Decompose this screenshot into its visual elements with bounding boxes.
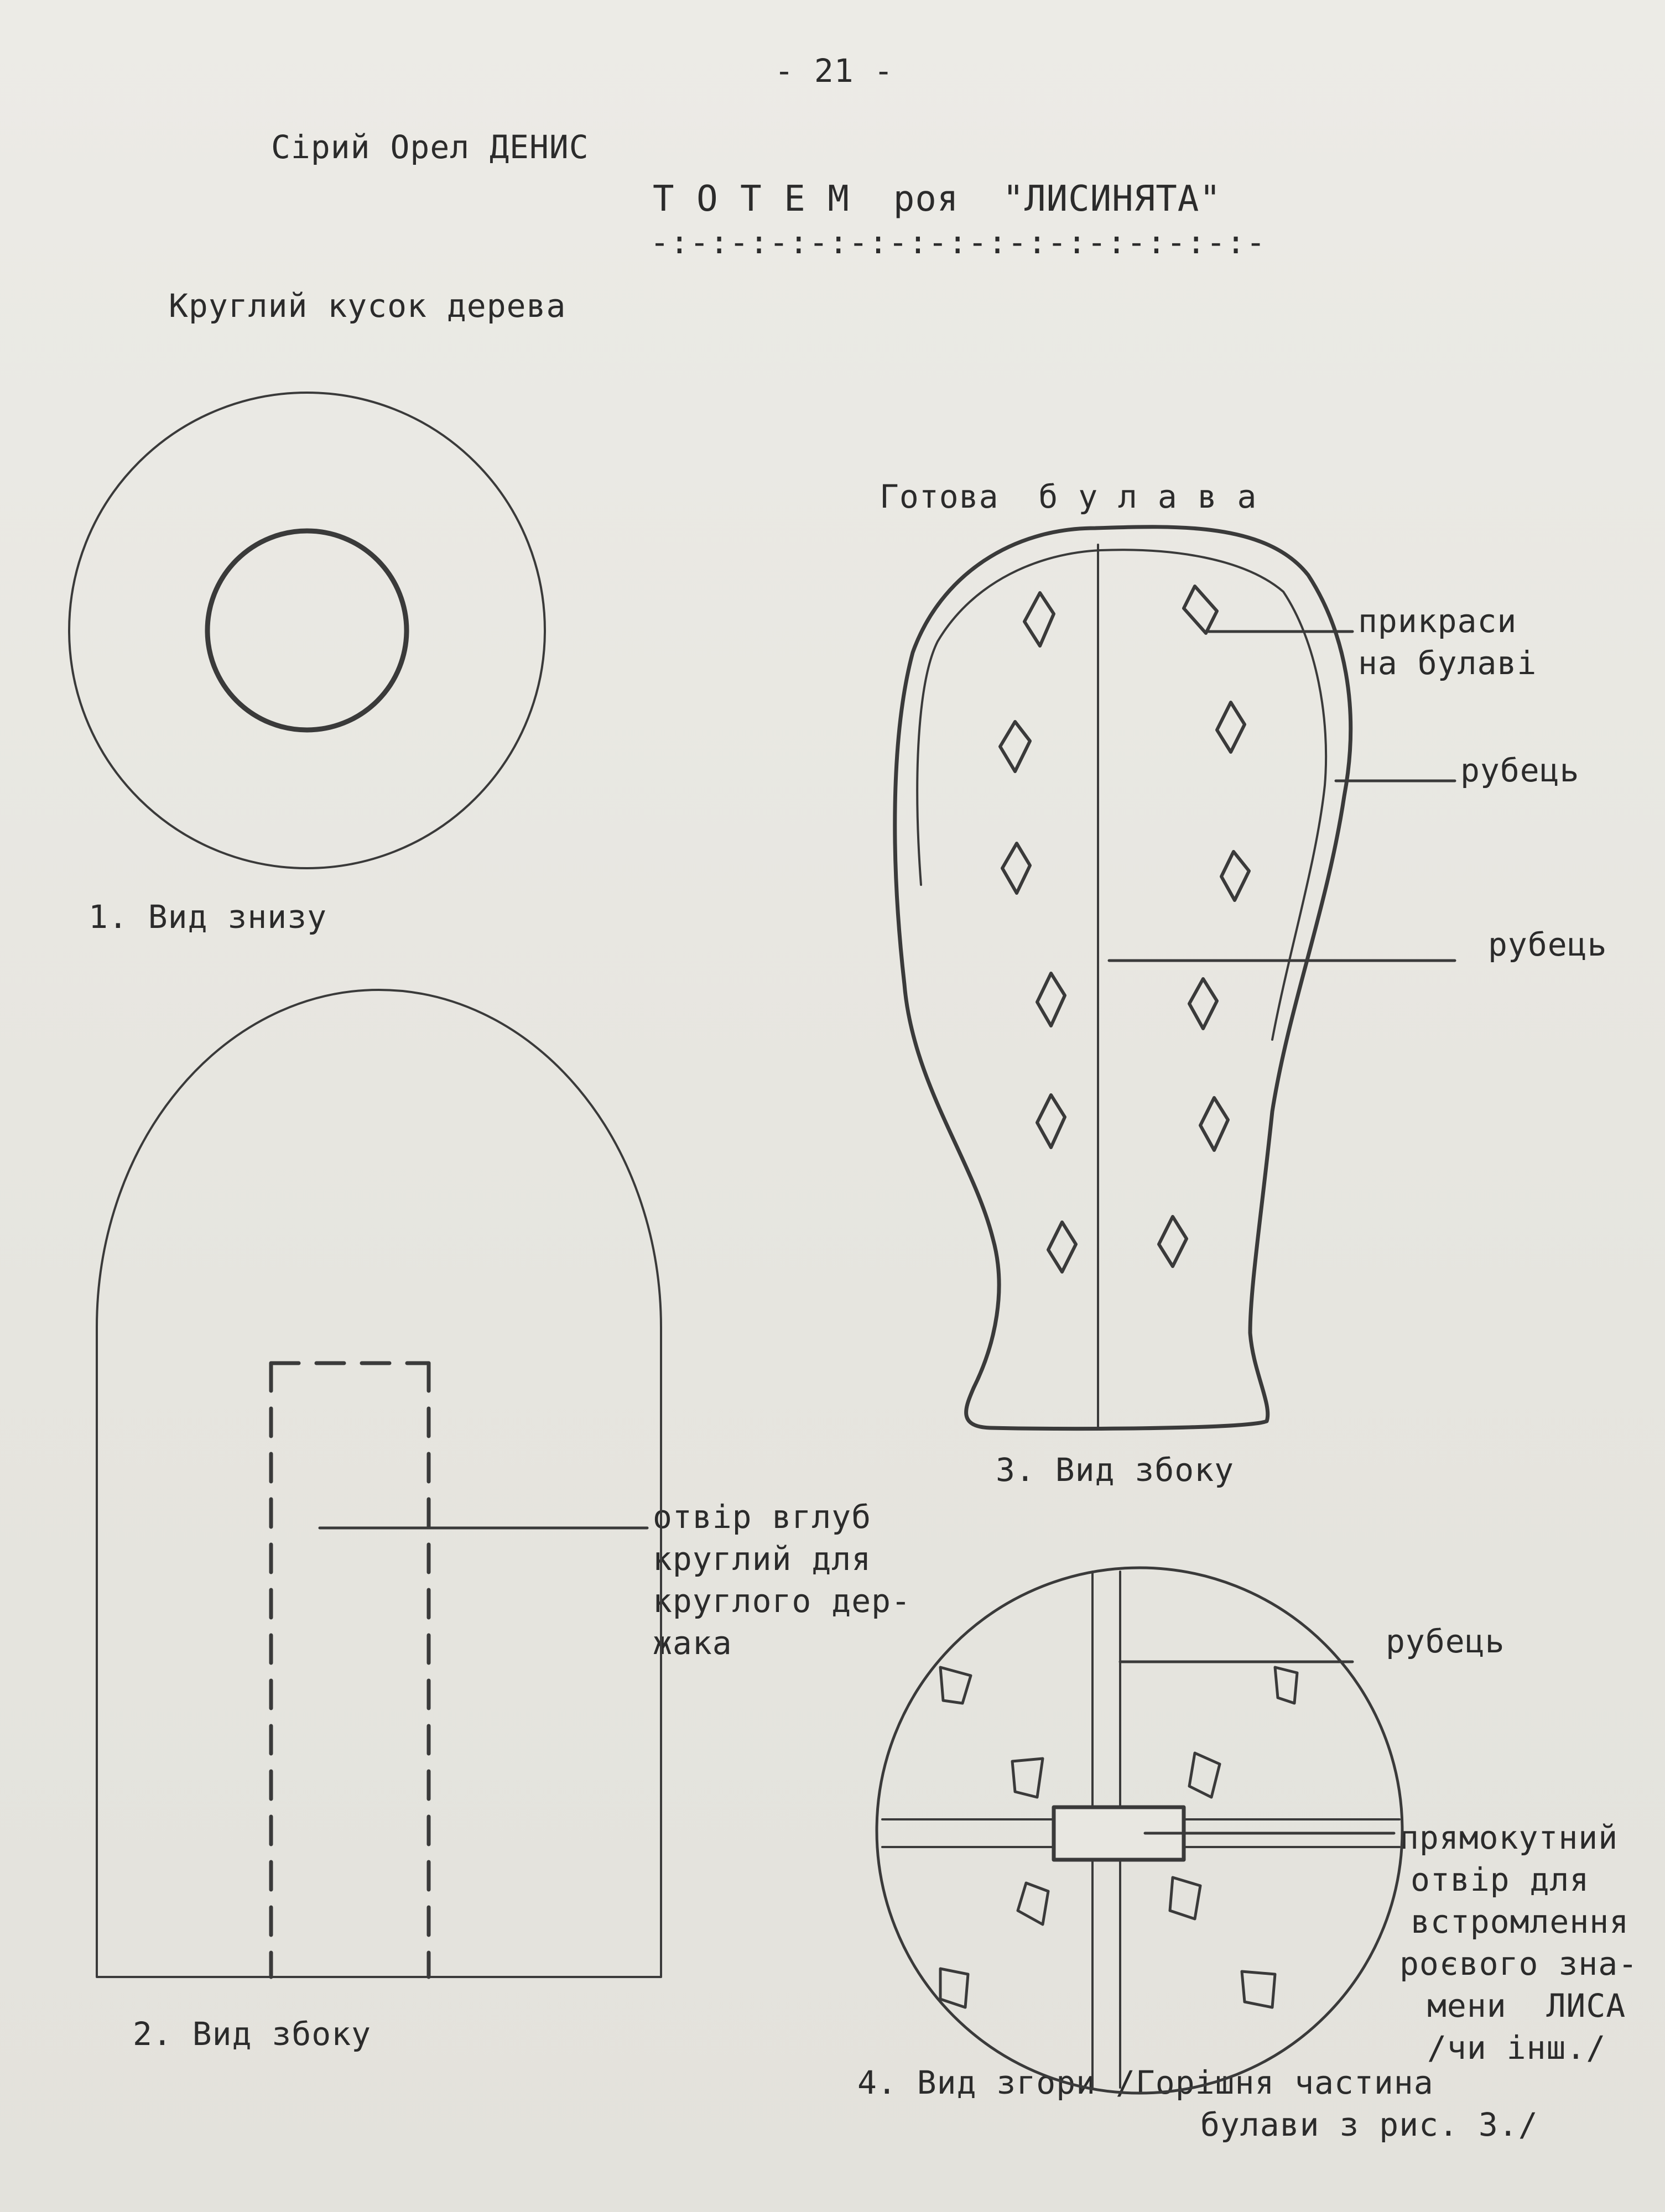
- hole-label-line: жака: [653, 1624, 732, 1662]
- decoration-diamond: [1048, 1222, 1076, 1272]
- decoration-diamond: [1159, 1217, 1187, 1266]
- mace-decorations: [1000, 586, 1249, 1272]
- mace-outer-outline: [895, 527, 1351, 1429]
- decoration-quad: [1012, 1759, 1043, 1797]
- decoration-quad: [1275, 1667, 1297, 1703]
- rect-hole-label-line: встромлення: [1411, 1903, 1630, 1940]
- decoration-diamond: [1184, 586, 1217, 633]
- seam-label-2: рубець: [1488, 926, 1607, 963]
- hole-label-line: отвір вглуб: [653, 1498, 872, 1536]
- view4-caption-line: булави з рис. 3./: [1200, 2106, 1538, 2143]
- bottom-view-outer-circle: [69, 393, 545, 868]
- decorations-label-line: на булаві: [1358, 644, 1537, 682]
- decoration-diamond: [1189, 979, 1217, 1029]
- decoration-diamond: [1037, 973, 1065, 1026]
- decoration-diamond: [1024, 593, 1054, 646]
- finished-mace-title: Готова б у л а в а: [880, 478, 1257, 515]
- decoration-quad: [1170, 1877, 1200, 1919]
- page-title: Т О Т Е М роя "ЛИСИНЯТА": [653, 179, 1221, 220]
- side-view-hole-dashed: [271, 1363, 429, 1977]
- seam-label-3: рубець: [1386, 1623, 1505, 1660]
- rect-hole-label-line: прямокутний: [1399, 1819, 1619, 1856]
- rect-hole-label-line: роєвого зна-: [1399, 1945, 1638, 1983]
- side-view-outline: [97, 990, 661, 1977]
- decoration-quad: [940, 1969, 968, 2007]
- rect-hole-label-line: /чи інш./: [1427, 2029, 1606, 2067]
- decoration-quad: [1189, 1753, 1220, 1797]
- material-label: Круглий кусок дерева: [169, 287, 566, 325]
- decoration-diamond: [1200, 1098, 1228, 1150]
- decoration-quad: [1018, 1883, 1048, 1924]
- view3-caption: 3. Вид збоку: [996, 1451, 1235, 1489]
- decoration-diamond: [1000, 722, 1030, 771]
- decoration-diamond: [1037, 1095, 1065, 1147]
- view4-caption-line: 4. Вид згори /Горішня частина: [857, 2064, 1434, 2101]
- view2-caption: 2. Вид збоку: [133, 2015, 372, 2053]
- bottom-view-inner-circle: [207, 531, 407, 730]
- rect-hole-label-line: отвір для: [1411, 1861, 1590, 1898]
- author-name: Сірий Орел ДЕНИС: [271, 128, 589, 166]
- decorations-label-line: прикраси: [1358, 602, 1517, 640]
- title-divider: -:-:-:-:-:-:-:-:-:-:-:-:-:-:-:-: [650, 223, 1266, 261]
- view1-caption: 1. Вид знизу: [89, 898, 327, 936]
- page-number: - 21 -: [774, 52, 894, 90]
- decoration-diamond: [1217, 702, 1245, 752]
- decoration-quad: [940, 1667, 971, 1703]
- rect-hole-label-line: мени ЛИСА: [1427, 1987, 1626, 2025]
- hole-label-line: круглого дер-: [653, 1582, 911, 1620]
- seam-label-1: рубець: [1460, 752, 1580, 789]
- decoration-quad: [1242, 1971, 1275, 2007]
- hole-label-line: круглий для: [653, 1540, 872, 1578]
- decoration-diamond: [1002, 843, 1030, 893]
- mace-inner-seam: [917, 550, 1326, 1040]
- decoration-diamond: [1221, 852, 1249, 900]
